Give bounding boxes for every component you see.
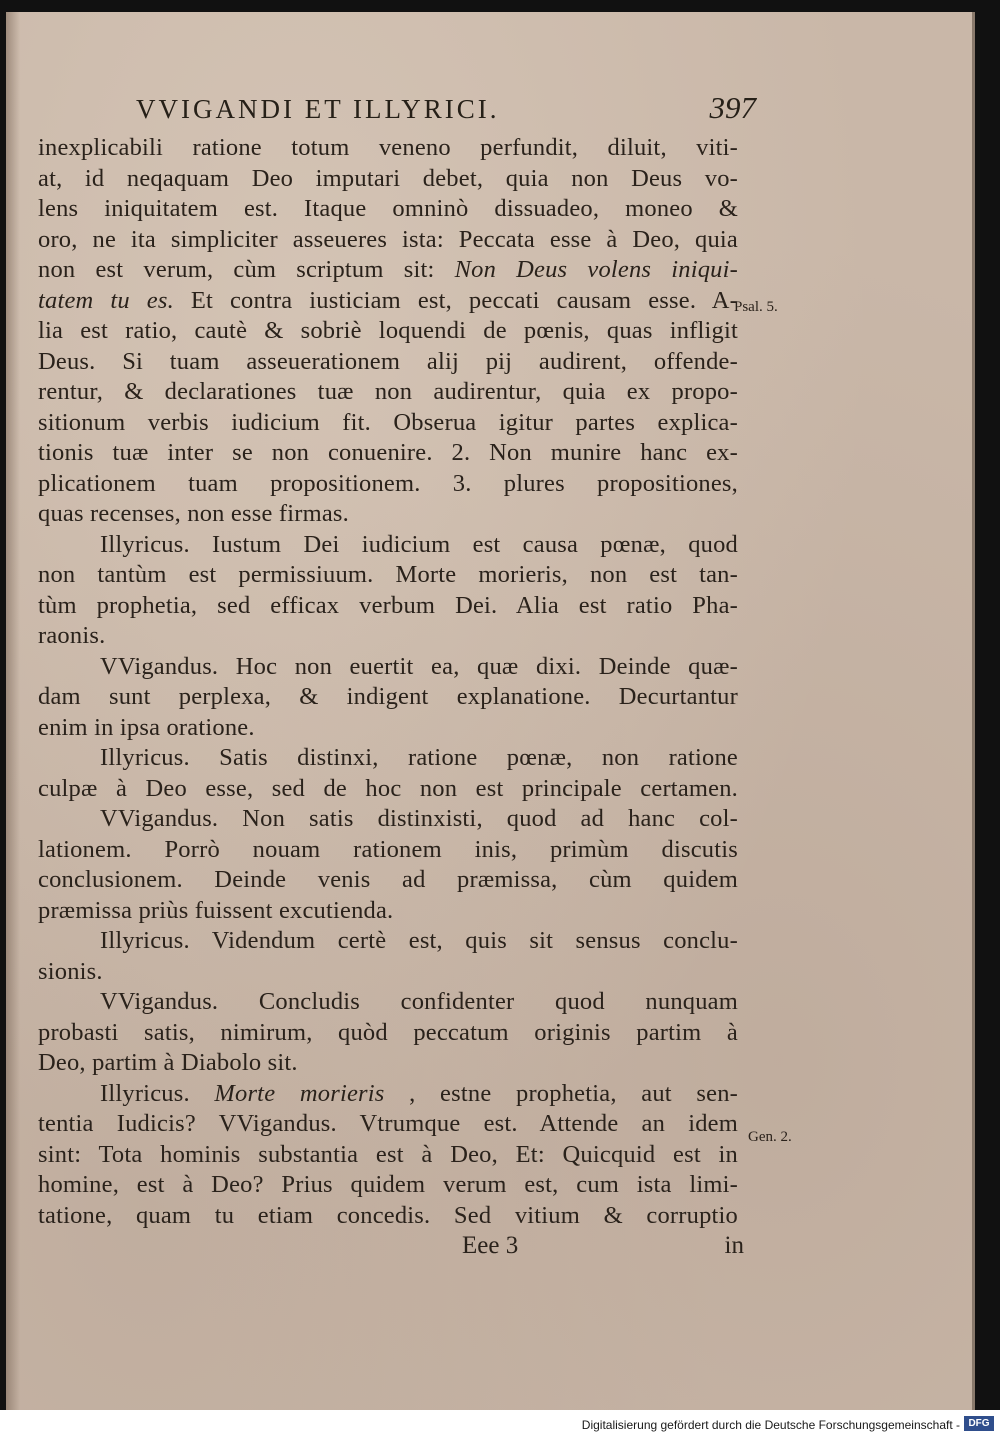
text-line bbox=[38, 987, 738, 1018]
line-text: Et contra iusticiam est, peccati causam esse. A- bbox=[190, 286, 739, 314]
text-line bbox=[38, 530, 738, 561]
page-gutter-shadow bbox=[6, 12, 20, 1410]
text-line bbox=[38, 652, 738, 683]
text-line bbox=[38, 957, 738, 988]
text-line bbox=[38, 499, 738, 530]
line-text: Illyricus. Videndum certè est, quis sit sensus conclu- bbox=[100, 927, 738, 954]
text-line bbox=[38, 1140, 738, 1171]
italic-text: tatem tu es. bbox=[38, 286, 174, 314]
line-text: Illyricus. Iustum Dei iudicium est causa pœnæ, quod bbox=[100, 530, 738, 558]
italic-text: Morte morieris bbox=[214, 1079, 385, 1107]
text-line bbox=[38, 926, 738, 957]
line-text: probasti satis, nimirum, quòd peccatum originis partim à bbox=[38, 1018, 738, 1046]
margin-note-genesis: Gen. 2. bbox=[748, 1129, 792, 1145]
text-line bbox=[38, 164, 738, 195]
text-line bbox=[38, 682, 738, 713]
line-text: VVigandus. Hoc non euertit ea, quæ dixi. Deinde quæ- bbox=[100, 652, 738, 680]
signature-mark: Eee 3 bbox=[462, 1232, 519, 1259]
book-page bbox=[6, 12, 975, 1410]
text-line bbox=[38, 560, 738, 591]
page-number: 397 bbox=[709, 90, 756, 125]
line-text: Illyricus. Satis distinxi, ratione pœnæ, non ratione bbox=[100, 744, 738, 771]
line-text: culpæ à Deo esse, sed de hoc non est principale certamen. bbox=[38, 774, 738, 802]
running-title: VVIGANDI ET ILLYRICI. bbox=[136, 94, 500, 124]
line-text: præmissa priùs fuissent excutienda. bbox=[38, 896, 394, 924]
line-text: inexplicabili ratione totum veneno perfundit, diluit, viti- bbox=[38, 134, 738, 161]
text-line bbox=[38, 194, 738, 225]
line-text: quas recenses, non esse firmas. bbox=[38, 500, 349, 527]
text-line bbox=[38, 133, 738, 164]
line-text: lens iniquitatem est. Itaque omninò dissuadeo, moneo & bbox=[38, 195, 738, 222]
line-text: raonis. bbox=[38, 622, 106, 649]
line-text: VVigandus. Non satis distinxisti, quod ad hanc col- bbox=[100, 805, 738, 832]
line-text: sionis. bbox=[38, 957, 103, 985]
text-line bbox=[38, 316, 738, 347]
text-line bbox=[38, 1201, 738, 1232]
line-text: Deo, partim à Diabolo sit. bbox=[38, 1049, 298, 1076]
text-line bbox=[38, 469, 738, 500]
line-text: Illyricus. bbox=[100, 1079, 190, 1107]
line-text: VVigandus. Concludis confidenter quod nunquam bbox=[100, 988, 738, 1015]
line-text: conclusionem. Deinde venis ad præmissa, cùm quidem bbox=[38, 866, 738, 893]
margin-note-psalm: Psal. 5. bbox=[734, 299, 778, 315]
text-line bbox=[38, 743, 738, 774]
text-line bbox=[38, 835, 738, 866]
line-text: enim in ipsa oratione. bbox=[38, 713, 255, 741]
body-text bbox=[38, 133, 738, 1231]
line-text: sint: Tota hominis substantia est à Deo, Et: Quicquid est in bbox=[38, 1140, 738, 1168]
line-text: dam sunt perplexa, & indigent explanatione. Decurtantur bbox=[38, 683, 738, 710]
text-line bbox=[38, 225, 738, 256]
line-text: rentur, & declarationes tuæ non audirentur, quia ex propo- bbox=[38, 378, 738, 405]
line-text: oro, ne ita simpliciter asseueres ista: Peccata esse à Deo, quia bbox=[38, 225, 738, 253]
line-text: sitionum verbis iudicium fit. Obserua igitur partes explica- bbox=[38, 408, 738, 436]
line-text: tatione, quam tu etiam concedis. Sed vitium & corruptio bbox=[38, 1201, 738, 1229]
text-line bbox=[38, 774, 738, 805]
line-text: tentia Iudicis? VVigandus. Vtrumque est. Attende an idem bbox=[38, 1110, 738, 1137]
line-text: non tantùm est permissiuum. Morte morieris, non est tan- bbox=[38, 561, 738, 588]
line-text: lationem. Porrò nouam rationem inis, primùm discutis bbox=[38, 835, 738, 863]
text-line bbox=[38, 591, 738, 622]
text-line bbox=[38, 1018, 738, 1049]
text-line bbox=[38, 1109, 738, 1140]
line-text: , estne prophetia, aut sen- bbox=[409, 1079, 739, 1107]
text-line bbox=[38, 255, 738, 286]
footer-bar bbox=[0, 1410, 1000, 1440]
dfg-logo: DFG bbox=[964, 1416, 994, 1431]
text-line bbox=[38, 1079, 738, 1110]
text-line bbox=[38, 713, 738, 744]
running-head bbox=[136, 90, 756, 130]
line-text: plicationem tuam propositionem. 3. plures propositiones, bbox=[38, 469, 738, 497]
line-text: non est verum, cùm scriptum sit: bbox=[38, 256, 435, 283]
line-text: tùm prophetia, sed efficax verbum Dei. Alia est ratio Pha- bbox=[38, 591, 738, 619]
text-line bbox=[38, 438, 738, 469]
text-line bbox=[38, 408, 738, 439]
italic-text: Non Deus volens iniqui- bbox=[454, 256, 738, 283]
text-line bbox=[38, 896, 738, 927]
line-text: lia est ratio, cautè & sobriè loquendi de pœnis, quas infligit bbox=[38, 317, 738, 344]
text-line bbox=[38, 377, 738, 408]
text-line bbox=[38, 865, 738, 896]
text-line bbox=[38, 1170, 738, 1201]
line-text: homine, est à Deo? Prius quidem verum est, cum ista limi- bbox=[38, 1171, 738, 1198]
text-line bbox=[38, 804, 738, 835]
line-text: at, id neqaquam Deo imputari debet, quia non Deus vo- bbox=[38, 164, 738, 192]
funding-credit: Digitalisierung gefördert durch die Deutsche Forschungsgemeinschaft - bbox=[581, 1418, 960, 1432]
catchword: in bbox=[724, 1232, 744, 1259]
text-line bbox=[38, 286, 738, 317]
line-text: Deus. Si tuam asseuerationem alij pij audirent, offende- bbox=[38, 347, 738, 375]
text-line bbox=[38, 621, 738, 652]
text-line bbox=[38, 1048, 738, 1079]
line-text: tionis tuæ inter se non conuenire. 2. Non munire hanc ex- bbox=[38, 439, 738, 466]
text-line bbox=[38, 347, 738, 378]
